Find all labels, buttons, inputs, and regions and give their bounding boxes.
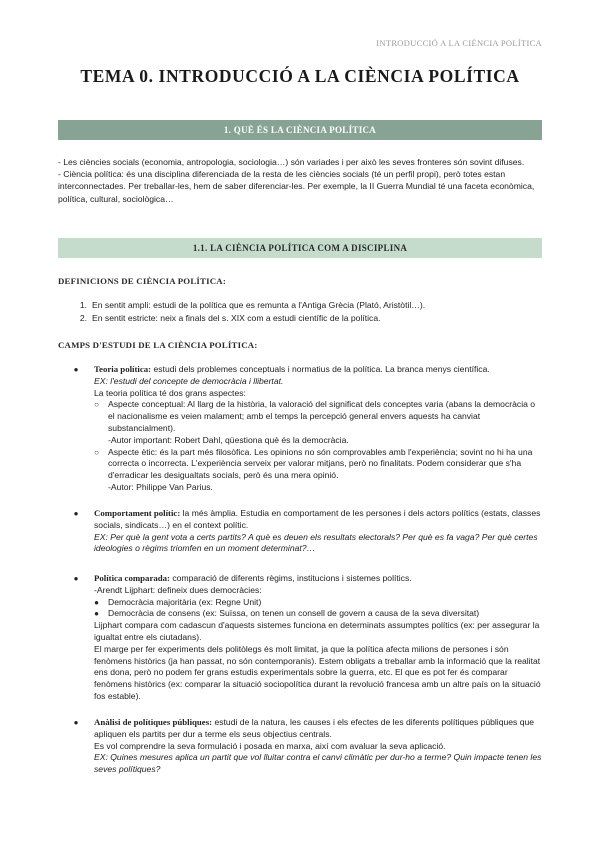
example-text: EX: Quines mesures aplica un partit que vol lluitar contra el canvi climàtic per dur-ho a terme? Quin impacte tenen les seves polítiques? (94, 752, 542, 775)
list-item (58, 299, 544, 312)
list-item-text: En sentit estricte: neix a finals del s. XIX com a estudi científic de la política. (92, 313, 381, 323)
field-description: comparació de diferents règims, institucions i sistemes polítics. (169, 573, 412, 583)
example-text: EX: l'estudi del concepte de democràcia i llibertat. (94, 375, 284, 386)
field-analisi-politiques-publiques (58, 717, 544, 776)
paragraph: Es vol comprendre la seva formulació i posada en marxa, així com avaluar la seva aplicació. (94, 740, 446, 751)
field-description: estudi dels problemes conceptuals i normatius de la política. La branca menys científica. (151, 364, 490, 374)
list-item (58, 399, 544, 446)
aspect-text: Aspecte ètic: és la part més filosòfica. Les opinions no són comprovables amb l'experiència; sovint no hi ha una correcta o incorrecta. L'experiència serveix per valorar mitjans, però no finalitats. Podem considerar que s'ha d'erradicar les desigualtats socials, però és una mera opinió. (108, 446, 533, 481)
aspect-author: -Autor important: Robert Dahl, qüestiona què és la democràcia. (108, 434, 349, 445)
paragraph: Lijphart compara com cadascun d'aquests sistemes funciona en determinats assumptes polítics (ex: per assegurar la igualtat entre els ciutadans). (94, 620, 540, 642)
section1-body (58, 156, 544, 205)
page-title: TEMA 0. INTRODUCCIÓ A LA CIÈNCIA POLÍTICA (80, 66, 520, 86)
field-title: Política comparada: (94, 573, 170, 583)
sub-bullet-icon: ○ (94, 447, 99, 457)
bullet-icon: ● (94, 597, 99, 607)
aspect-author: -Autor: Philippe Van Parius. (108, 481, 213, 492)
field-politica-comparada (58, 573, 544, 703)
list-item (58, 312, 544, 325)
paragraph: La teoria política té dos grans aspectes: (94, 387, 246, 398)
list-item-text: Democràcia majoritària (ex: Regne Unit) (108, 596, 262, 607)
field-title: Teoria política: (94, 364, 152, 374)
field-title: Anàlisi de polítiques públiques: (94, 717, 213, 727)
list-number: 2. (79, 313, 87, 323)
section-heading-1: 1. QUÈ ÉS LA CIÈNCIA POLÍTICA (58, 120, 542, 140)
field-description: la més àmplia. Estudia en comportament de les persones i dels actors polítics (estats, classes socials, sindicats…) en el context polític. (94, 508, 541, 530)
field-teoria-politica (58, 364, 544, 494)
list-item-text: Democràcia de consens (ex: Suïssa, on tenen un consell de govern a causa de la seva diversitat) (108, 608, 480, 619)
bullet-icon: ● (73, 574, 79, 583)
list-item (58, 608, 544, 620)
paragraph: - Les ciències socials (economia, antropologia, sociologia…) són variades i per això les seves fronteres són sovint difuses. (58, 157, 525, 167)
bullet-icon: ● (73, 718, 79, 727)
bullet-icon: ● (73, 365, 79, 374)
paragraph: -Arendt Lijphart: defineix dues democràcies: (94, 584, 262, 595)
list-item-text: En sentit ampli: estudi de la política que es remunta a l'Antiga Grècia (Plató, Aristòtil…). (92, 300, 426, 310)
aspect-text: Aspecte conceptual: Al llarg de la història, la valoració del significat dels conceptes varia (abans la democràcia o el nacionalisme es veien malament; amb el temps la percepció general envers aquests ha canviat substancialment). (108, 399, 536, 433)
list-item (58, 597, 544, 609)
section-heading-1-1: 1.1. LA CIÈNCIA POLÍTICA COM A DISCIPLINA (58, 238, 542, 258)
definitions-heading: DEFINICIONS DE CIÈNCIA POLÍTICA: (58, 276, 226, 286)
field-comportament-politic (58, 508, 544, 555)
field-description: estudi de la natura, les causes i els efectes de les diferents polítiques públiques que apliquen els partits per dur a terme els seus objectius centrals. (94, 717, 535, 739)
definitions-list (58, 299, 544, 325)
sub-bullet-icon: ○ (94, 400, 99, 410)
field-title: Comportament polític: (94, 508, 181, 518)
paragraph: El marge per fer experiments dels politòlegs és molt limitat, ja que la política afecta milions de persones i són fenòmens històrics (ja han passat, no són contemporanis). Estem obligats a treballar amb la informació que la realitat ens dona, però no podem fer grans estudis experimentals sobre la guerra, etc. El que es pot fer és comparar fenòmens històrics (ex: comparar la situació sociopolítica durant la revolució francesa amb un altre país on la situació fos estable). (94, 643, 541, 701)
bullet-icon: ● (94, 609, 99, 619)
paragraph: - Ciència política: és una disciplina diferenciada de la resta de les ciències socials (té un perfil propi), però totes estan interconnectades. Per treballar-les, hem de saber diferenciar-les. Per exemple, la II Guerra Mundial té una faceta econòmica, política, cultural, sociològica… (58, 169, 535, 204)
fields-heading: CAMPS D'ESTUDI DE LA CIÈNCIA POLÍTICA: (58, 340, 258, 350)
running-header: INTRODUCCIÓ A LA CIÈNCIA POLÍTICA (376, 38, 542, 48)
list-number: 1. (79, 300, 87, 310)
bullet-icon: ● (73, 509, 79, 518)
example-text: EX: Per què la gent vota a certs partits? A què es deuen els resultats electorals? Per què es fa vaga? Per què certes ideologies o règims triomfen en un moment determinat?… (94, 531, 538, 554)
list-item (58, 447, 544, 494)
